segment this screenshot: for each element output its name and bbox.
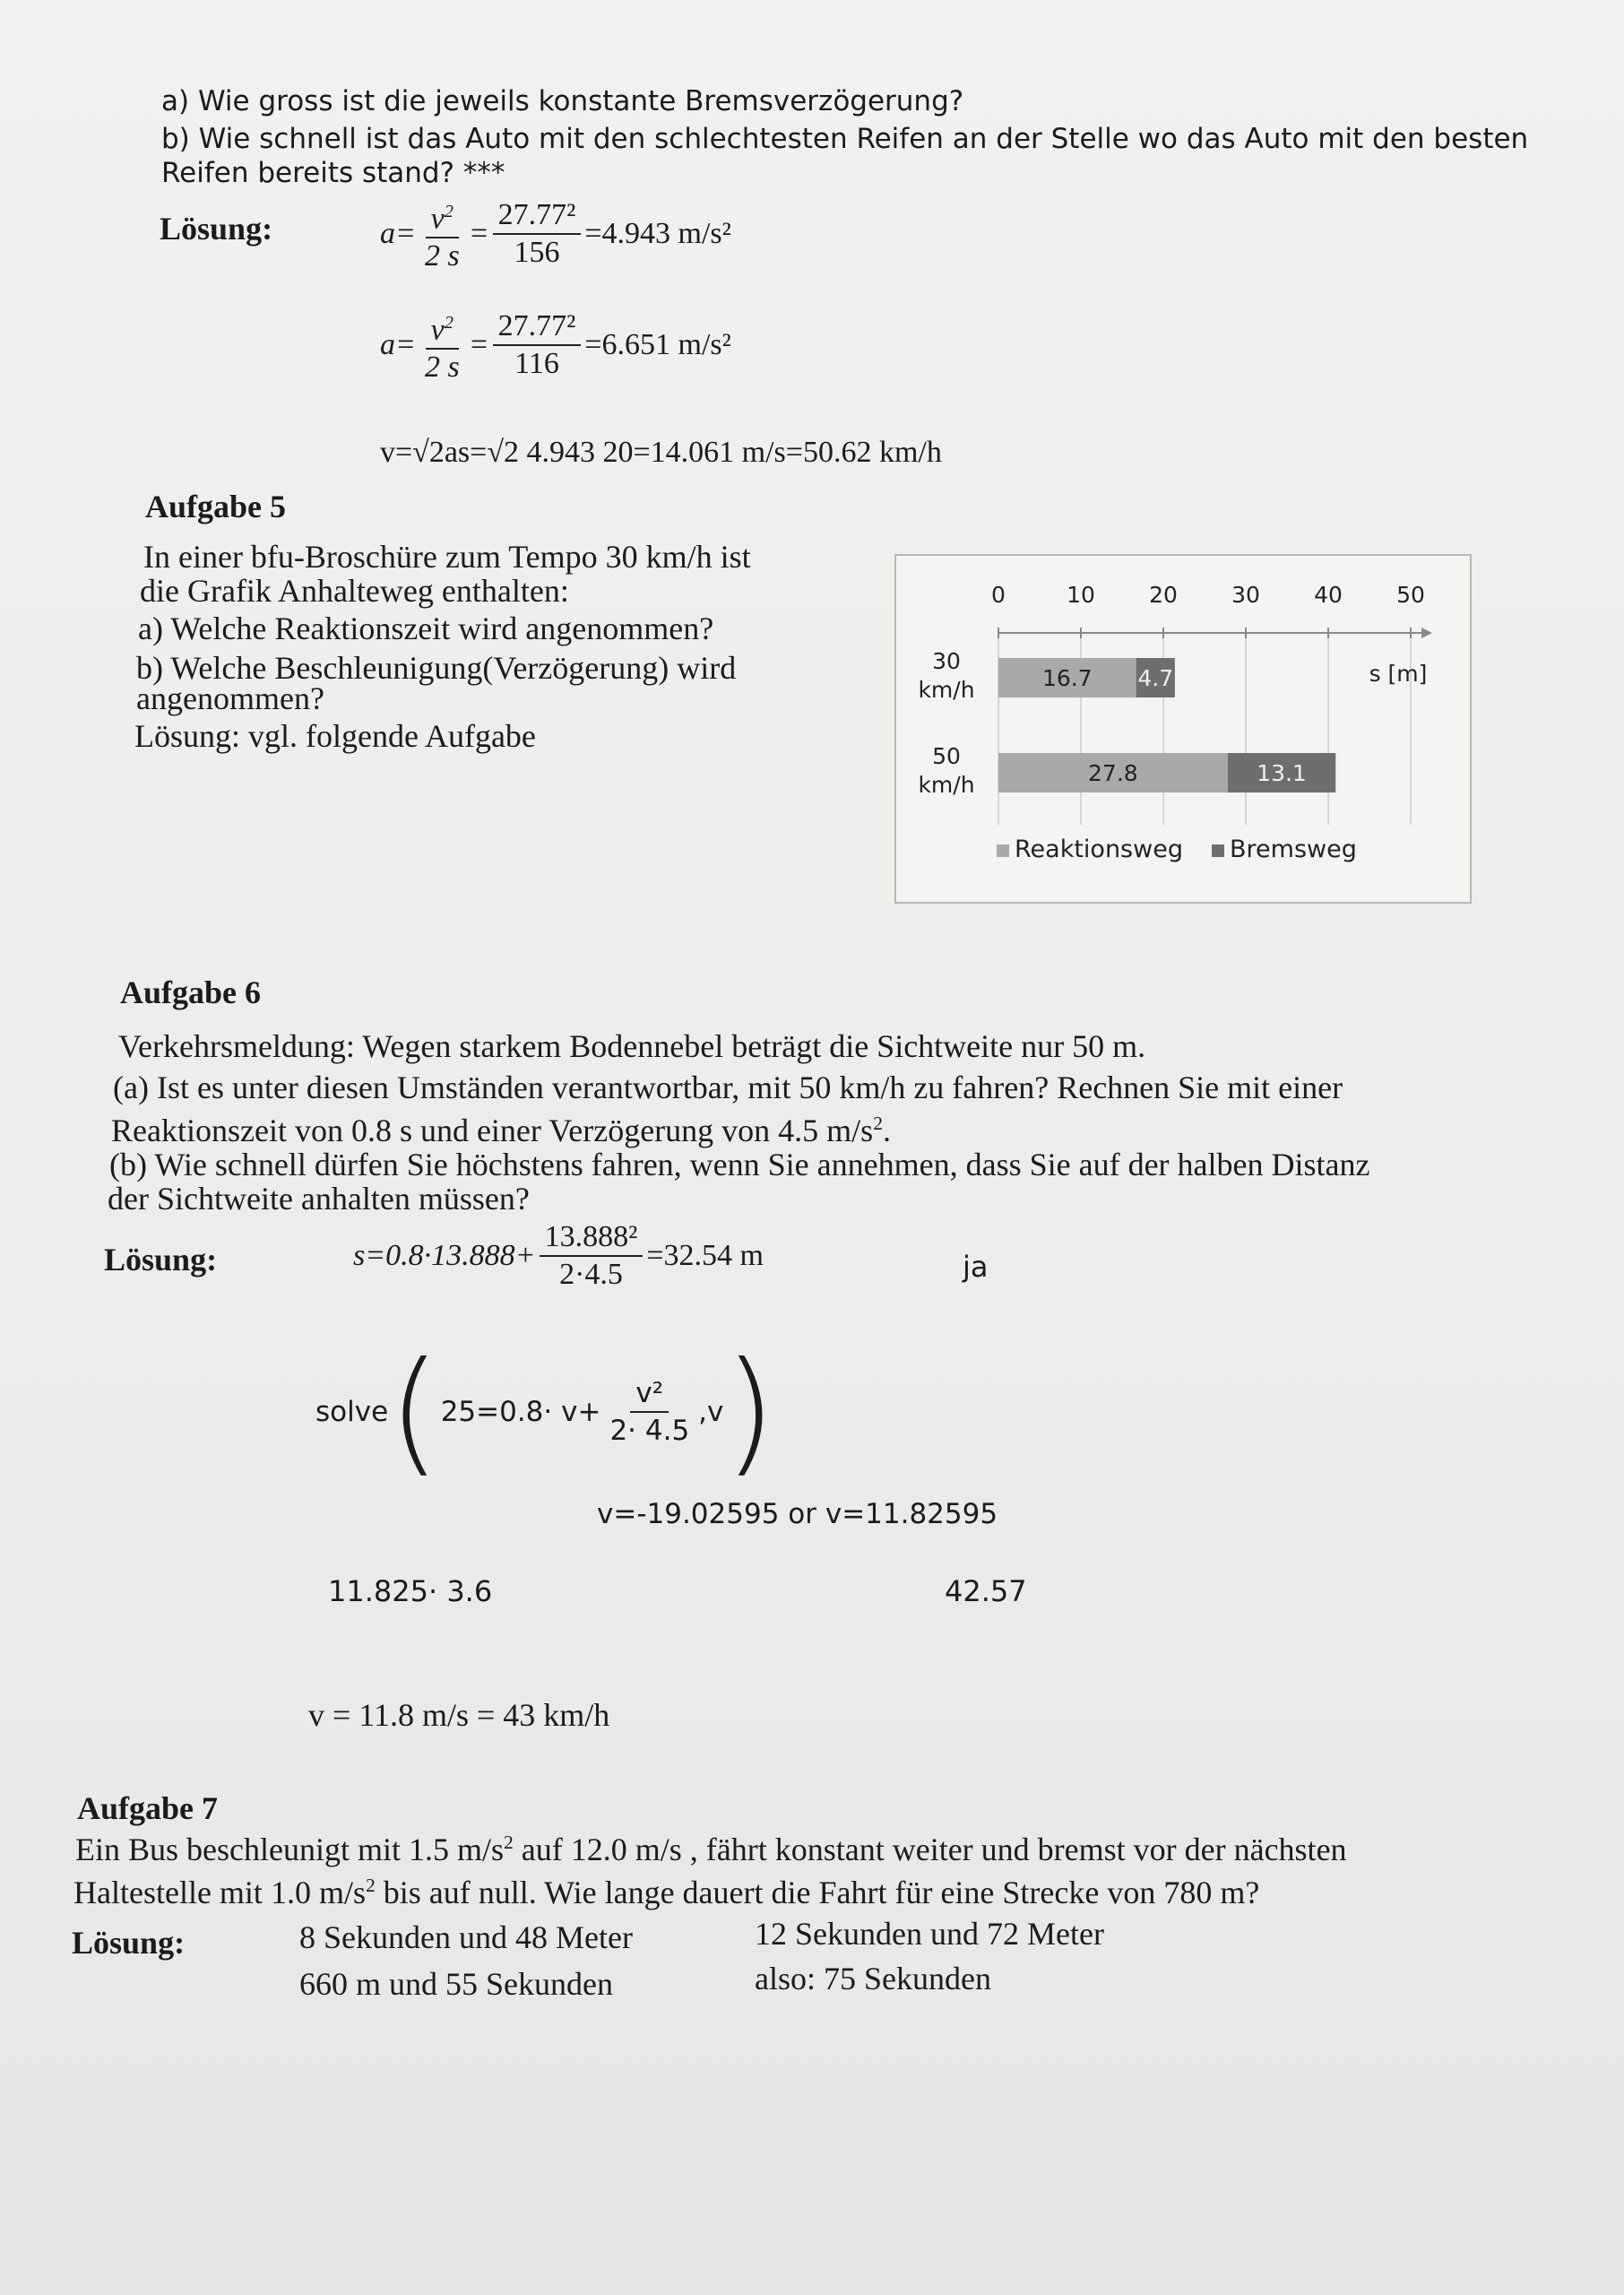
solution-label: Lösung: [160, 211, 273, 247]
tick-label-50: 50 [1396, 582, 1425, 608]
aufgabe-7-line1-b: auf 12.0 m/s , fährt konstant weiter und bremst vor der nächsten [513, 1832, 1347, 1867]
aufgabe-5-line3: a) Welche Reaktionszeit wird angenommen? [138, 611, 714, 646]
aufgabe-6-line4: (b) Wie schnell dürfen Sie höchstens fahren, wenn Sie annehmen, dass Sie auf der halben Distanz [109, 1147, 1370, 1182]
bar-label-bremsweg-0: 4.7 [1137, 665, 1174, 691]
solve-function: solve [315, 1396, 389, 1428]
question-b-line2: Reifen bereits stand? *** [161, 157, 505, 189]
aufgabe-5-line5: angenommen? [136, 680, 324, 716]
tick-label-0: 0 [991, 582, 1006, 608]
aufgabe-7-line2 [73, 1866, 1259, 1911]
solve-numerator: v² [630, 1377, 669, 1413]
x-axis-arrow [1421, 628, 1432, 638]
aufgabe-6-title: Aufgabe 6 [120, 974, 262, 1010]
legend-label-bremsweg: Bremsweg [1230, 836, 1357, 863]
aufgabe-7-line2-sup: 2 [365, 1875, 376, 1896]
formula-velocity: v=√2as=√2 4.943 20=14.061 m/s=50.62 km/h [380, 436, 942, 469]
solve-variable: ,v [698, 1396, 724, 1428]
category-label-0-0: 30 [932, 648, 961, 674]
aufgabe-7-line2-b: bis auf null. Wie lange dauert die Fahrt für eine Strecke von 780 m? [375, 1875, 1260, 1910]
aufgabe-5-title: Aufgabe 5 [145, 489, 287, 524]
chart-svg [896, 556, 1470, 902]
solve-equation: 25=0.8· v+ [440, 1396, 601, 1428]
aufgabe-6-line3 [111, 1104, 891, 1149]
aufgabe-6-line3-end: . [882, 1113, 891, 1148]
formula1-numerator: 27.77² [493, 199, 582, 235]
aufgabe-6-solution-label: Lösung: [104, 1242, 218, 1277]
aufgabe-7-line2-a: Haltestelle mit 1.0 m/s [73, 1875, 366, 1910]
x-axis-unit-label: s [m] [1369, 661, 1428, 687]
aufgabe-5-line2: die Grafik Anhalteweg enthalten: [140, 573, 569, 609]
formula2-result: =6.651 m/s² [584, 328, 731, 362]
question-a: a) Wie gross ist die jeweils konstante Bremsverzögerung? [161, 85, 964, 117]
formula1-result: =4.943 m/s² [584, 217, 731, 251]
aufgabe-7-solution-label: Lösung: [72, 1925, 186, 1961]
aufgabe-6-line5: der Sichtweite anhalten müssen? [108, 1181, 530, 1217]
conversion-expression: 11.825· 3.6 [328, 1574, 493, 1608]
aufgabe-5-line6: Lösung: vgl. folgende Aufgabe [134, 718, 536, 754]
conversion-result: 42.57 [945, 1574, 1027, 1608]
aufgabe-6-line2: (a) Ist es unter diesen Umständen verantwortbar, mit 50 km/h zu fahren? Rechnen Sie mit einer [113, 1070, 1343, 1105]
formula2-numerator: 27.77² [493, 310, 582, 346]
close-paren: ) [723, 1334, 776, 1490]
aufgabe-6-line3-text: Reaktionszeit von 0.8 s und einer Verzögerung von 4.5 m/s [111, 1113, 874, 1148]
question-b-line1: b) Wie schnell ist das Auto mit den schlechtesten Reifen an der Stelle wo das Auto mit den besten [161, 123, 1529, 155]
formula-deceleration-1: a= $\frac{v^2}{2 s}$ = $\frac{\text{27.77²}}{156}$ =4.943 m/s² [380, 195, 731, 273]
final-speed: v = 11.8 m/s = 43 km/h [308, 1697, 610, 1733]
aufgabe-5-line1: In einer bfu-Broschüre zum Tempo 30 km/h ist [143, 539, 751, 575]
aufgabe-6-line3-sup: 2 [873, 1113, 883, 1134]
category-label-1-0: 50 [932, 743, 961, 769]
solve-denominator: 2· 4.5 [609, 1415, 690, 1447]
formula-stopping-distance [353, 1221, 764, 1291]
formula-s-prefix: s=0.8·13.888+ [353, 1239, 536, 1272]
aufgabe-7-result-2: 12 Sekunden und 72 Meter [755, 1916, 1104, 1952]
solve-expression [315, 1334, 776, 1490]
tick-label-10: 10 [1067, 582, 1095, 608]
aufgabe-7-result-1: 8 Sekunden und 48 Meter [299, 1919, 633, 1955]
category-label-1-1: km/h [918, 772, 975, 798]
open-paren: ( [388, 1334, 441, 1490]
tick-label-40: 40 [1314, 582, 1343, 608]
aufgabe-7-line1 [75, 1823, 1347, 1868]
aufgabe-7-line1-sup: 2 [503, 1832, 514, 1853]
tick-label-20: 20 [1149, 582, 1178, 608]
formula-s-denominator: 2·4.5 [559, 1258, 623, 1291]
legend-swatch-reaktionsweg [997, 844, 1009, 857]
stopping-distance-chart [894, 554, 1472, 904]
bar-label-bremsweg-1: 13.1 [1257, 760, 1307, 786]
legend-label-reaktionsweg: Reaktionsweg [1015, 836, 1183, 863]
aufgabe-7-result-3: 660 m und 55 Sekunden [299, 1966, 613, 2002]
bar-label-reaktionsweg-1: 27.8 [1088, 760, 1138, 786]
legend-swatch-bremsweg [1212, 844, 1224, 857]
category-label-0-1: km/h [918, 677, 975, 703]
aufgabe-5-line4: b) Welche Beschleunigung(Verzögerung) wird [136, 650, 737, 686]
tick-label-30: 30 [1231, 582, 1260, 608]
formula-deceleration-2: a= $\frac{v^2}{2 s}$ = $\frac{\text{27.77²}}{116}$ =6.651 m/s² [380, 307, 731, 384]
aufgabe-7-line1-a: Ein Bus beschleunigt mit 1.5 m/s [75, 1832, 504, 1867]
formula2-denominator: 116 [514, 347, 559, 381]
formula-s-numerator: 13.888² [540, 1221, 644, 1257]
solve-result: v=-19.02595 or v=11.82595 [597, 1498, 998, 1530]
answer-ja: ja [963, 1250, 989, 1284]
aufgabe-7-result-4: also: 75 Sekunden [755, 1961, 991, 1996]
formula-s-result: =32.54 m [646, 1239, 764, 1272]
formula1-denominator: 156 [514, 236, 560, 270]
bar-label-reaktionsweg-0: 16.7 [1041, 665, 1093, 691]
aufgabe-7-title: Aufgabe 7 [77, 1790, 219, 1826]
aufgabe-6-line1: Verkehrsmeldung: Wegen starkem Bodennebel beträgt die Sichtweite nur 50 m. [118, 1028, 1146, 1064]
